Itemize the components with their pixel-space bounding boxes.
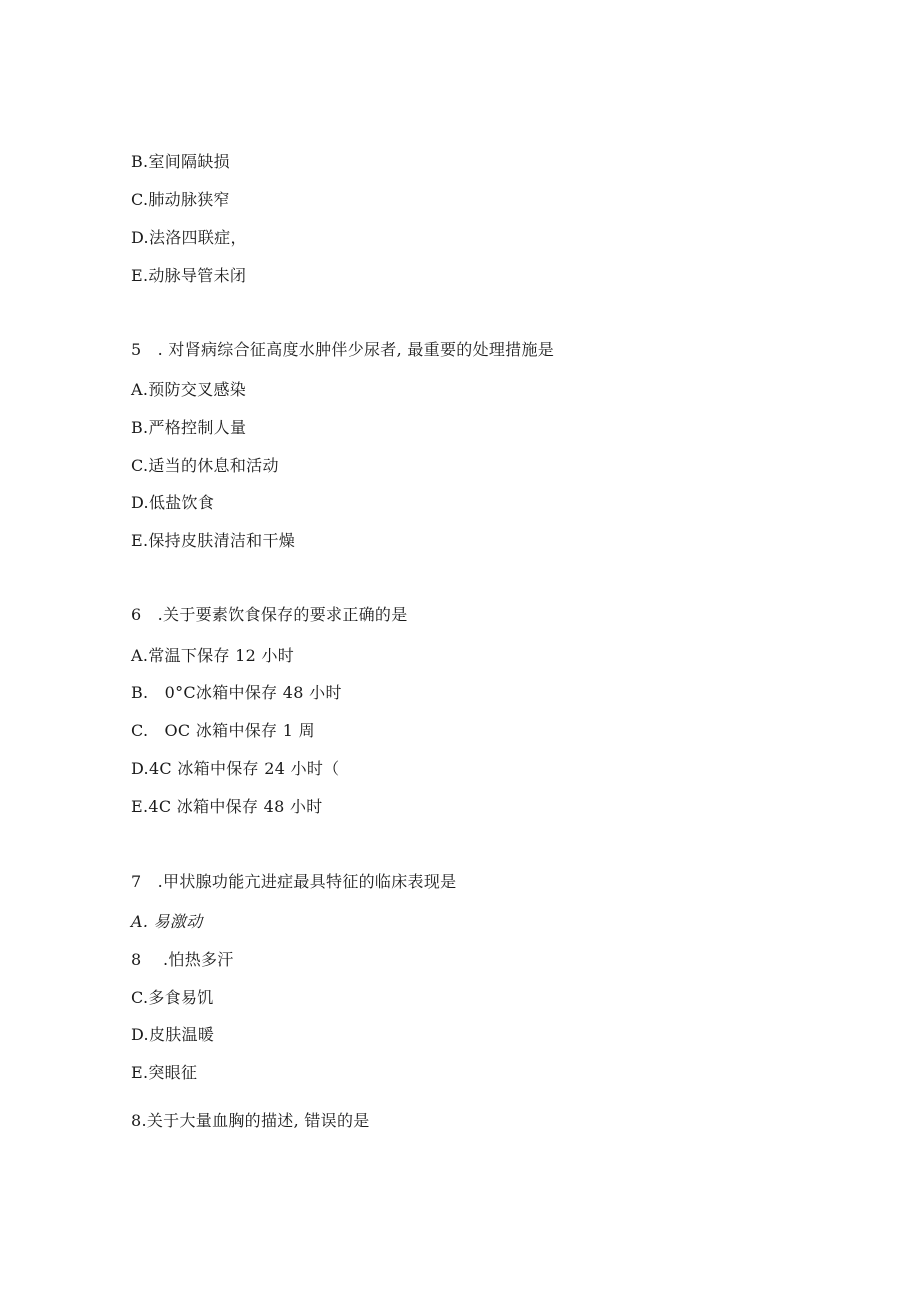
question-8-stem: 8.关于大量血胸的描述, 错误的是 <box>131 1111 370 1130</box>
question-5-option-e: E.保持皮肤清洁和干燥 <box>131 531 296 550</box>
question-6-option-d: D.4C 冰箱中保存 24 小时（ <box>131 759 340 778</box>
question-7-option-e: E.突眼征 <box>131 1063 198 1082</box>
question-6-option-a: A.常温下保存 12 小时 <box>131 646 295 665</box>
question-7-stem: 7 .甲状腺功能亢进症最具特征的临床表现是 <box>131 872 457 891</box>
option-e-patent-ductus: E.动脉导管未闭 <box>131 266 247 285</box>
question-5-option-a: A.预防交叉感染 <box>131 380 247 399</box>
question-6-stem: 6 .关于要素饮食保存的要求正确的是 <box>131 605 408 624</box>
question-6-option-c: C. OC 冰箱中保存 1 周 <box>131 721 315 740</box>
question-5-option-d: D.低盐饮食 <box>131 493 215 512</box>
option-c-pulmonary-stenosis: C.肺动脉狭窄 <box>131 190 230 209</box>
question-7-option-c: C.多食易饥 <box>131 988 214 1007</box>
question-7-option-b: 8 .怕热多汗 <box>131 950 234 969</box>
question-7-option-a: A. 易激动 <box>131 912 203 931</box>
question-6-option-e: E.4C 冰箱中保存 48 小时 <box>131 797 323 816</box>
option-d-tetralogy-of-fallot: D.法洛四联症， <box>131 228 247 247</box>
question-7-option-d: D.皮肤温暖 <box>131 1025 215 1044</box>
question-5-stem: 5 . 对肾病综合征高度水肿伴少尿者, 最重要的处理措施是 <box>131 340 555 359</box>
question-5-option-b: B.严格控制人量 <box>131 418 247 437</box>
option-b-ventricular-septal-defect: B.室间隔缺损 <box>131 152 230 171</box>
question-6-option-b: B. 0°C冰箱中保存 48 小时 <box>131 683 342 702</box>
question-5-option-c: C.适当的休息和活动 <box>131 456 279 475</box>
